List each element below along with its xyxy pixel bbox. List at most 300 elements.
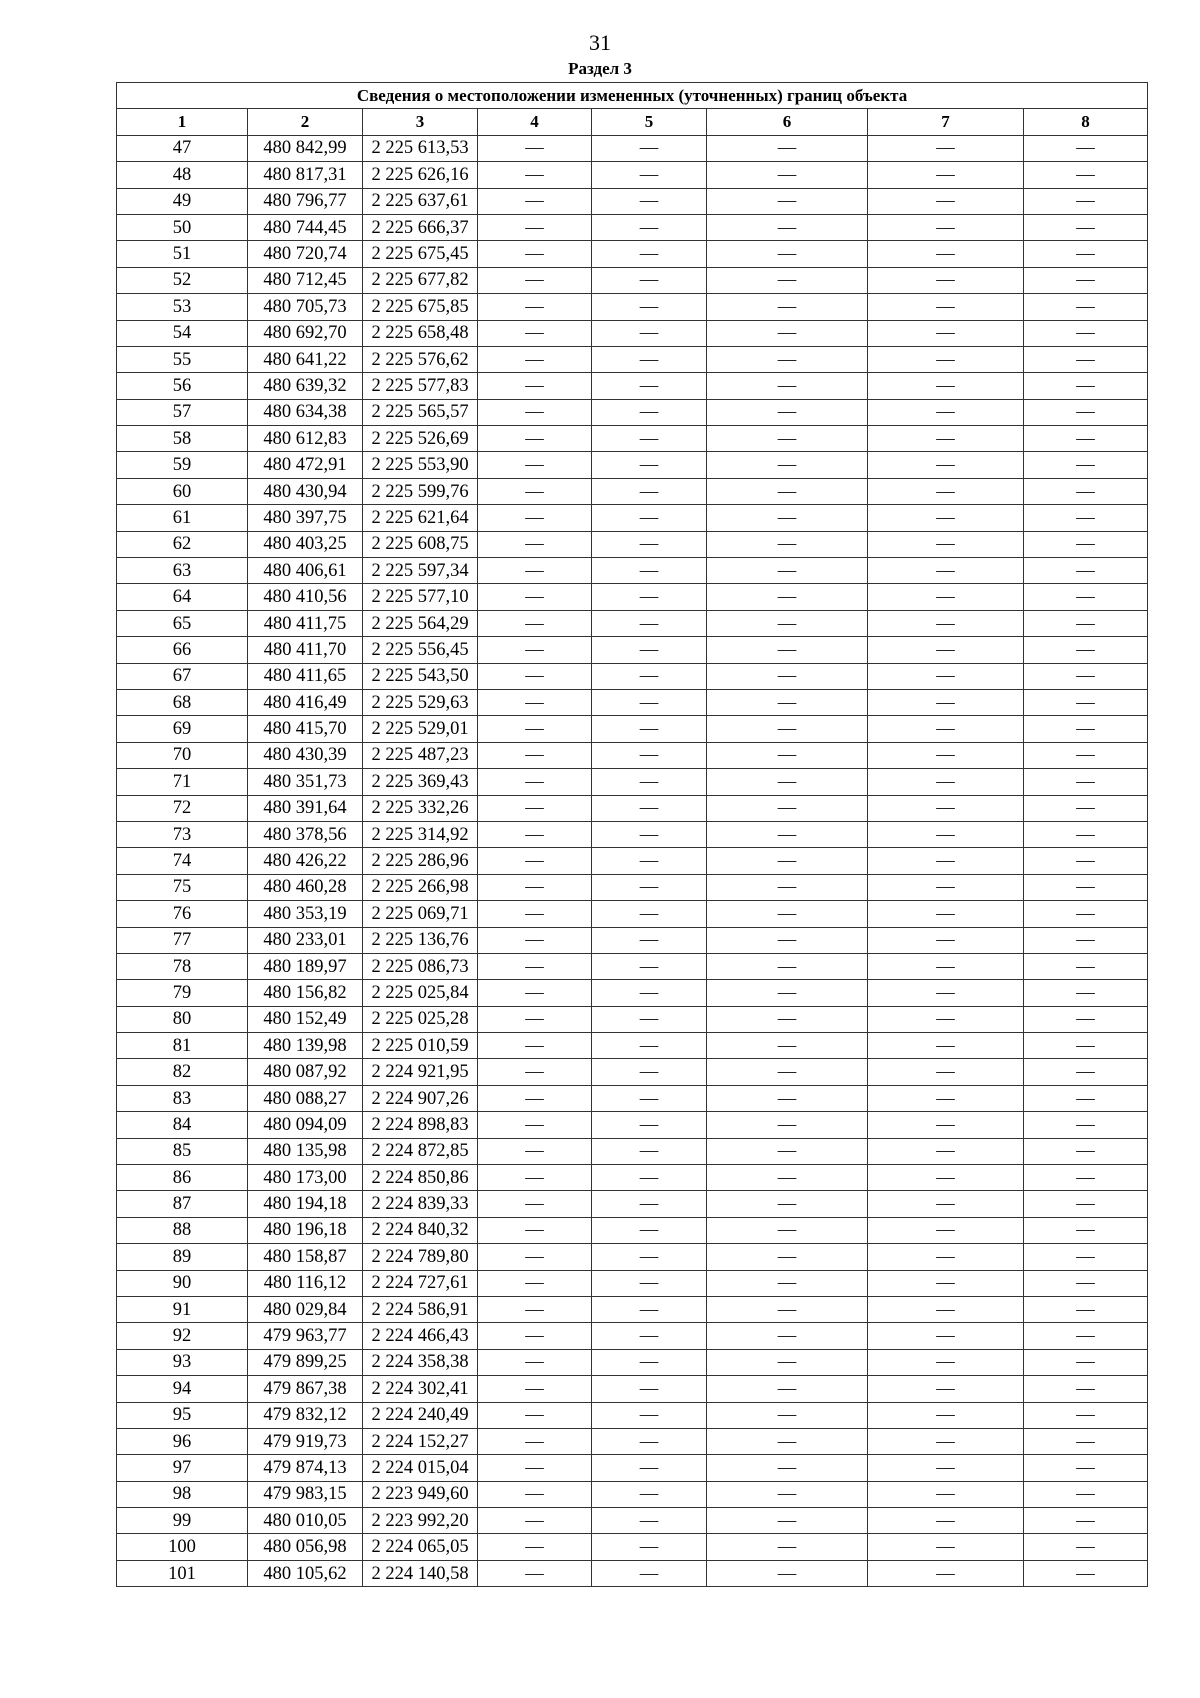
table-row xyxy=(117,1138,1148,1164)
empty-value-cell: — xyxy=(478,188,592,214)
empty-value-cell: — xyxy=(1024,927,1148,953)
empty-value-cell: — xyxy=(478,1085,592,1111)
x-coordinate-cell: 480 406,61 xyxy=(248,558,363,584)
empty-value-cell: — xyxy=(868,1296,1024,1322)
table-row xyxy=(117,1033,1148,1059)
empty-value-cell: — xyxy=(868,505,1024,531)
empty-value-cell: — xyxy=(707,346,868,372)
empty-value-cell: — xyxy=(868,188,1024,214)
empty-value-cell: — xyxy=(592,953,707,979)
table-row xyxy=(117,742,1148,768)
empty-value-cell: — xyxy=(1024,267,1148,293)
empty-value-cell: — xyxy=(707,689,868,715)
empty-value-cell: — xyxy=(1024,901,1148,927)
x-coordinate-cell: 480 233,01 xyxy=(248,927,363,953)
y-coordinate-cell: 2 225 526,69 xyxy=(363,426,478,452)
empty-value-cell: — xyxy=(868,214,1024,240)
y-coordinate-cell: 2 224 466,43 xyxy=(363,1323,478,1349)
empty-value-cell: — xyxy=(478,689,592,715)
point-number-cell: 62 xyxy=(117,531,248,557)
x-coordinate-cell: 480 378,56 xyxy=(248,821,363,847)
empty-value-cell: — xyxy=(707,1402,868,1428)
point-number-cell: 99 xyxy=(117,1508,248,1534)
x-coordinate-cell: 480 189,97 xyxy=(248,953,363,979)
y-coordinate-cell: 2 225 637,61 xyxy=(363,188,478,214)
table-row xyxy=(117,584,1148,610)
empty-value-cell: — xyxy=(592,901,707,927)
empty-value-cell: — xyxy=(707,373,868,399)
table-row xyxy=(117,1085,1148,1111)
x-coordinate-cell: 480 156,82 xyxy=(248,980,363,1006)
empty-value-cell: — xyxy=(868,135,1024,161)
empty-value-cell: — xyxy=(868,267,1024,293)
empty-value-cell: — xyxy=(592,214,707,240)
empty-value-cell: — xyxy=(592,1270,707,1296)
empty-value-cell: — xyxy=(592,848,707,874)
empty-value-cell: — xyxy=(478,1165,592,1191)
empty-value-cell: — xyxy=(868,399,1024,425)
empty-value-cell: — xyxy=(1024,294,1148,320)
empty-value-cell: — xyxy=(592,980,707,1006)
empty-value-cell: — xyxy=(707,821,868,847)
empty-value-cell: — xyxy=(478,980,592,1006)
table-row xyxy=(117,821,1148,847)
empty-value-cell: — xyxy=(592,294,707,320)
empty-value-cell: — xyxy=(592,689,707,715)
empty-value-cell: — xyxy=(707,1481,868,1507)
empty-value-cell: — xyxy=(868,689,1024,715)
empty-value-cell: — xyxy=(1024,980,1148,1006)
point-number-cell: 47 xyxy=(117,135,248,161)
empty-value-cell: — xyxy=(1024,558,1148,584)
point-number-cell: 80 xyxy=(117,1006,248,1032)
x-coordinate-cell: 480 056,98 xyxy=(248,1534,363,1560)
point-number-cell: 88 xyxy=(117,1217,248,1243)
empty-value-cell: — xyxy=(592,1112,707,1138)
y-coordinate-cell: 2 224 140,58 xyxy=(363,1560,478,1586)
empty-value-cell: — xyxy=(707,1508,868,1534)
empty-value-cell: — xyxy=(707,1349,868,1375)
empty-value-cell: — xyxy=(707,874,868,900)
empty-value-cell: — xyxy=(592,1402,707,1428)
y-coordinate-cell: 2 224 065,05 xyxy=(363,1534,478,1560)
column-header-8: 8 xyxy=(1024,109,1148,135)
empty-value-cell: — xyxy=(868,927,1024,953)
empty-value-cell: — xyxy=(707,1244,868,1270)
empty-value-cell: — xyxy=(868,1006,1024,1032)
empty-value-cell: — xyxy=(1024,795,1148,821)
empty-value-cell: — xyxy=(478,426,592,452)
x-coordinate-cell: 480 817,31 xyxy=(248,162,363,188)
empty-value-cell: — xyxy=(868,1165,1024,1191)
table-row xyxy=(117,795,1148,821)
empty-value-cell: — xyxy=(592,505,707,531)
empty-value-cell: — xyxy=(1024,162,1148,188)
point-number-cell: 58 xyxy=(117,426,248,452)
column-header-row xyxy=(117,109,1148,135)
point-number-cell: 87 xyxy=(117,1191,248,1217)
x-coordinate-cell: 480 411,75 xyxy=(248,610,363,636)
empty-value-cell: — xyxy=(868,241,1024,267)
empty-value-cell: — xyxy=(868,1349,1024,1375)
empty-value-cell: — xyxy=(592,1217,707,1243)
column-header-7: 7 xyxy=(868,109,1024,135)
empty-value-cell: — xyxy=(478,1376,592,1402)
empty-value-cell: — xyxy=(1024,531,1148,557)
y-coordinate-cell: 2 225 529,01 xyxy=(363,716,478,742)
empty-value-cell: — xyxy=(1024,716,1148,742)
table-row xyxy=(117,1376,1148,1402)
point-number-cell: 82 xyxy=(117,1059,248,1085)
empty-value-cell: — xyxy=(707,1033,868,1059)
x-coordinate-cell: 480 430,39 xyxy=(248,742,363,768)
empty-value-cell: — xyxy=(592,373,707,399)
empty-value-cell: — xyxy=(707,135,868,161)
y-coordinate-cell: 2 224 152,27 xyxy=(363,1428,478,1454)
empty-value-cell: — xyxy=(1024,399,1148,425)
table-row xyxy=(117,769,1148,795)
empty-value-cell: — xyxy=(707,637,868,663)
column-header-6: 6 xyxy=(707,109,868,135)
table-row xyxy=(117,980,1148,1006)
x-coordinate-cell: 480 641,22 xyxy=(248,346,363,372)
empty-value-cell: — xyxy=(868,1138,1024,1164)
point-number-cell: 49 xyxy=(117,188,248,214)
empty-value-cell: — xyxy=(592,1376,707,1402)
empty-value-cell: — xyxy=(478,610,592,636)
empty-value-cell: — xyxy=(707,1560,868,1586)
y-coordinate-cell: 2 225 487,23 xyxy=(363,742,478,768)
empty-value-cell: — xyxy=(868,874,1024,900)
point-number-cell: 53 xyxy=(117,294,248,320)
empty-value-cell: — xyxy=(1024,742,1148,768)
table-row xyxy=(117,1296,1148,1322)
y-coordinate-cell: 2 224 727,61 xyxy=(363,1270,478,1296)
x-coordinate-cell: 480 430,94 xyxy=(248,478,363,504)
empty-value-cell: — xyxy=(592,927,707,953)
point-number-cell: 48 xyxy=(117,162,248,188)
table-row xyxy=(117,1508,1148,1534)
table-row xyxy=(117,689,1148,715)
x-coordinate-cell: 480 612,83 xyxy=(248,426,363,452)
y-coordinate-cell: 2 225 369,43 xyxy=(363,769,478,795)
empty-value-cell: — xyxy=(478,901,592,927)
point-number-cell: 90 xyxy=(117,1270,248,1296)
y-coordinate-cell: 2 225 675,45 xyxy=(363,241,478,267)
empty-value-cell: — xyxy=(478,1006,592,1032)
empty-value-cell: — xyxy=(1024,1349,1148,1375)
x-coordinate-cell: 480 094,09 xyxy=(248,1112,363,1138)
empty-value-cell: — xyxy=(478,558,592,584)
y-coordinate-cell: 2 225 658,48 xyxy=(363,320,478,346)
empty-value-cell: — xyxy=(707,663,868,689)
empty-value-cell: — xyxy=(1024,663,1148,689)
empty-value-cell: — xyxy=(478,1534,592,1560)
x-coordinate-cell: 480 088,27 xyxy=(248,1085,363,1111)
empty-value-cell: — xyxy=(868,584,1024,610)
empty-value-cell: — xyxy=(707,162,868,188)
empty-value-cell: — xyxy=(1024,452,1148,478)
empty-value-cell: — xyxy=(1024,1296,1148,1322)
empty-value-cell: — xyxy=(868,901,1024,927)
x-coordinate-cell: 480 705,73 xyxy=(248,294,363,320)
empty-value-cell: — xyxy=(868,953,1024,979)
empty-value-cell: — xyxy=(1024,426,1148,452)
empty-value-cell: — xyxy=(478,1244,592,1270)
empty-value-cell: — xyxy=(868,1323,1024,1349)
table-row xyxy=(117,505,1148,531)
empty-value-cell: — xyxy=(478,346,592,372)
empty-value-cell: — xyxy=(478,1138,592,1164)
y-coordinate-cell: 2 225 677,82 xyxy=(363,267,478,293)
empty-value-cell: — xyxy=(1024,1112,1148,1138)
empty-value-cell: — xyxy=(478,135,592,161)
empty-value-cell: — xyxy=(1024,373,1148,399)
empty-value-cell: — xyxy=(707,426,868,452)
x-coordinate-cell: 480 460,28 xyxy=(248,874,363,900)
table-row xyxy=(117,953,1148,979)
point-number-cell: 89 xyxy=(117,1244,248,1270)
empty-value-cell: — xyxy=(478,1270,592,1296)
empty-value-cell: — xyxy=(592,1481,707,1507)
empty-value-cell: — xyxy=(707,927,868,953)
empty-value-cell: — xyxy=(478,531,592,557)
point-number-cell: 57 xyxy=(117,399,248,425)
empty-value-cell: — xyxy=(1024,1428,1148,1454)
empty-value-cell: — xyxy=(478,505,592,531)
x-coordinate-cell: 480 744,45 xyxy=(248,214,363,240)
x-coordinate-cell: 480 353,19 xyxy=(248,901,363,927)
empty-value-cell: — xyxy=(478,637,592,663)
point-number-cell: 78 xyxy=(117,953,248,979)
x-coordinate-cell: 479 983,15 xyxy=(248,1481,363,1507)
table-row xyxy=(117,373,1148,399)
empty-value-cell: — xyxy=(1024,241,1148,267)
empty-value-cell: — xyxy=(478,1112,592,1138)
empty-value-cell: — xyxy=(868,1534,1024,1560)
empty-value-cell: — xyxy=(868,558,1024,584)
empty-value-cell: — xyxy=(478,848,592,874)
empty-value-cell: — xyxy=(707,1165,868,1191)
empty-value-cell: — xyxy=(478,795,592,821)
y-coordinate-cell: 2 224 240,49 xyxy=(363,1402,478,1428)
empty-value-cell: — xyxy=(592,795,707,821)
y-coordinate-cell: 2 225 314,92 xyxy=(363,821,478,847)
empty-value-cell: — xyxy=(478,1217,592,1243)
empty-value-cell: — xyxy=(868,1428,1024,1454)
empty-value-cell: — xyxy=(478,953,592,979)
y-coordinate-cell: 2 225 577,83 xyxy=(363,373,478,399)
x-coordinate-cell: 479 899,25 xyxy=(248,1349,363,1375)
empty-value-cell: — xyxy=(707,1270,868,1296)
empty-value-cell: — xyxy=(592,1085,707,1111)
section-title: Раздел 3 xyxy=(568,59,632,78)
table-body xyxy=(117,135,1148,1586)
table-row xyxy=(117,1481,1148,1507)
empty-value-cell: — xyxy=(707,1112,868,1138)
point-number-cell: 91 xyxy=(117,1296,248,1322)
empty-value-cell: — xyxy=(1024,769,1148,795)
empty-value-cell: — xyxy=(478,478,592,504)
empty-value-cell: — xyxy=(592,426,707,452)
empty-value-cell: — xyxy=(478,1455,592,1481)
table-row xyxy=(117,1560,1148,1586)
empty-value-cell: — xyxy=(707,795,868,821)
empty-value-cell: — xyxy=(868,663,1024,689)
x-coordinate-cell: 480 796,77 xyxy=(248,188,363,214)
page-number: 31 xyxy=(589,30,611,55)
y-coordinate-cell: 2 225 136,76 xyxy=(363,927,478,953)
empty-value-cell: — xyxy=(868,452,1024,478)
y-coordinate-cell: 2 224 586,91 xyxy=(363,1296,478,1322)
table-row xyxy=(117,1428,1148,1454)
table-row xyxy=(117,1534,1148,1560)
empty-value-cell: — xyxy=(1024,135,1148,161)
y-coordinate-cell: 2 225 666,37 xyxy=(363,214,478,240)
empty-value-cell: — xyxy=(868,294,1024,320)
empty-value-cell: — xyxy=(1024,346,1148,372)
y-coordinate-cell: 2 224 015,04 xyxy=(363,1455,478,1481)
empty-value-cell: — xyxy=(868,1376,1024,1402)
x-coordinate-cell: 480 087,92 xyxy=(248,1059,363,1085)
empty-value-cell: — xyxy=(1024,637,1148,663)
empty-value-cell: — xyxy=(478,1508,592,1534)
empty-value-cell: — xyxy=(592,399,707,425)
empty-value-cell: — xyxy=(478,716,592,742)
y-coordinate-cell: 2 224 872,85 xyxy=(363,1138,478,1164)
x-coordinate-cell: 480 391,64 xyxy=(248,795,363,821)
empty-value-cell: — xyxy=(707,505,868,531)
empty-value-cell: — xyxy=(1024,1481,1148,1507)
table-row xyxy=(117,901,1148,927)
point-number-cell: 60 xyxy=(117,478,248,504)
table-row xyxy=(117,1191,1148,1217)
point-number-cell: 81 xyxy=(117,1033,248,1059)
empty-value-cell: — xyxy=(707,399,868,425)
column-header-2: 2 xyxy=(248,109,363,135)
point-number-cell: 84 xyxy=(117,1112,248,1138)
empty-value-cell: — xyxy=(707,214,868,240)
point-number-cell: 56 xyxy=(117,373,248,399)
empty-value-cell: — xyxy=(1024,188,1148,214)
empty-value-cell: — xyxy=(592,320,707,346)
empty-value-cell: — xyxy=(592,1244,707,1270)
point-number-cell: 51 xyxy=(117,241,248,267)
empty-value-cell: — xyxy=(1024,1402,1148,1428)
empty-value-cell: — xyxy=(1024,1059,1148,1085)
y-coordinate-cell: 2 223 992,20 xyxy=(363,1508,478,1534)
empty-value-cell: — xyxy=(707,452,868,478)
empty-value-cell: — xyxy=(868,1402,1024,1428)
y-coordinate-cell: 2 225 529,63 xyxy=(363,689,478,715)
empty-value-cell: — xyxy=(1024,1085,1148,1111)
point-number-cell: 83 xyxy=(117,1085,248,1111)
table-row xyxy=(117,478,1148,504)
x-coordinate-cell: 480 426,22 xyxy=(248,848,363,874)
x-coordinate-cell: 480 397,75 xyxy=(248,505,363,531)
empty-value-cell: — xyxy=(592,1296,707,1322)
empty-value-cell: — xyxy=(868,716,1024,742)
empty-value-cell: — xyxy=(592,1349,707,1375)
empty-value-cell: — xyxy=(1024,848,1148,874)
y-coordinate-cell: 2 225 576,62 xyxy=(363,346,478,372)
empty-value-cell: — xyxy=(1024,1217,1148,1243)
y-coordinate-cell: 2 224 302,41 xyxy=(363,1376,478,1402)
empty-value-cell: — xyxy=(1024,1455,1148,1481)
empty-value-cell: — xyxy=(592,135,707,161)
empty-value-cell: — xyxy=(478,742,592,768)
empty-value-cell: — xyxy=(478,320,592,346)
empty-value-cell: — xyxy=(707,320,868,346)
empty-value-cell: — xyxy=(868,1270,1024,1296)
point-number-cell: 65 xyxy=(117,610,248,636)
empty-value-cell: — xyxy=(478,584,592,610)
y-coordinate-cell: 2 224 907,26 xyxy=(363,1085,478,1111)
table-row xyxy=(117,1349,1148,1375)
empty-value-cell: — xyxy=(592,1534,707,1560)
x-coordinate-cell: 480 139,98 xyxy=(248,1033,363,1059)
x-coordinate-cell: 480 116,12 xyxy=(248,1270,363,1296)
empty-value-cell: — xyxy=(592,610,707,636)
x-coordinate-cell: 480 472,91 xyxy=(248,452,363,478)
empty-value-cell: — xyxy=(1024,1376,1148,1402)
point-number-cell: 101 xyxy=(117,1560,248,1586)
empty-value-cell: — xyxy=(707,294,868,320)
empty-value-cell: — xyxy=(592,1138,707,1164)
empty-value-cell: — xyxy=(868,531,1024,557)
empty-value-cell: — xyxy=(592,188,707,214)
table-row xyxy=(117,558,1148,584)
empty-value-cell: — xyxy=(478,1296,592,1322)
empty-value-cell: — xyxy=(707,953,868,979)
point-number-cell: 85 xyxy=(117,1138,248,1164)
empty-value-cell: — xyxy=(592,531,707,557)
y-coordinate-cell: 2 225 332,26 xyxy=(363,795,478,821)
table-row xyxy=(117,1455,1148,1481)
empty-value-cell: — xyxy=(1024,821,1148,847)
empty-value-cell: — xyxy=(478,373,592,399)
y-coordinate-cell: 2 225 556,45 xyxy=(363,637,478,663)
y-coordinate-cell: 2 225 675,85 xyxy=(363,294,478,320)
empty-value-cell: — xyxy=(478,294,592,320)
empty-value-cell: — xyxy=(1024,214,1148,240)
y-coordinate-cell: 2 224 850,86 xyxy=(363,1165,478,1191)
y-coordinate-cell: 2 225 565,57 xyxy=(363,399,478,425)
table-row xyxy=(117,874,1148,900)
y-coordinate-cell: 2 225 010,59 xyxy=(363,1033,478,1059)
empty-value-cell: — xyxy=(868,980,1024,1006)
empty-value-cell: — xyxy=(1024,478,1148,504)
empty-value-cell: — xyxy=(592,637,707,663)
empty-value-cell: — xyxy=(868,1244,1024,1270)
table-row xyxy=(117,1402,1148,1428)
empty-value-cell: — xyxy=(478,769,592,795)
empty-value-cell: — xyxy=(478,241,592,267)
empty-value-cell: — xyxy=(478,267,592,293)
x-coordinate-cell: 480 194,18 xyxy=(248,1191,363,1217)
y-coordinate-cell: 2 225 597,34 xyxy=(363,558,478,584)
empty-value-cell: — xyxy=(478,1560,592,1586)
table-row xyxy=(117,294,1148,320)
y-coordinate-cell: 2 225 564,29 xyxy=(363,610,478,636)
empty-value-cell: — xyxy=(868,637,1024,663)
table-row xyxy=(117,346,1148,372)
x-coordinate-cell: 480 010,05 xyxy=(248,1508,363,1534)
y-coordinate-cell: 2 223 949,60 xyxy=(363,1481,478,1507)
table-row xyxy=(117,1217,1148,1243)
empty-value-cell: — xyxy=(592,1033,707,1059)
empty-value-cell: — xyxy=(868,346,1024,372)
